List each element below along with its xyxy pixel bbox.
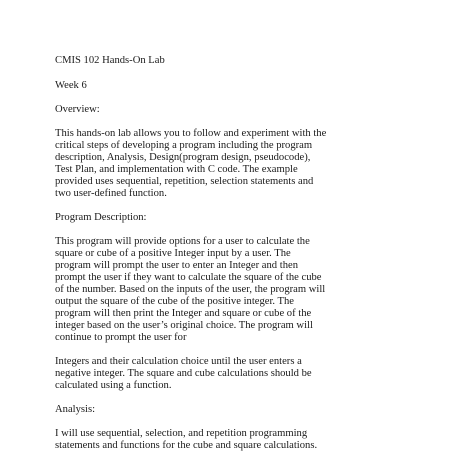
paragraph-line: description, Analysis, Design(program design, pseudocode),: [55, 152, 311, 163]
paragraph-line: Integers and their calculation choice until the user enters a: [55, 356, 302, 367]
analysis-heading: Analysis:: [55, 404, 96, 415]
paragraph-line: of the number. Based on the inputs of the user, the program will: [55, 284, 326, 295]
week-label: Week 6: [55, 80, 87, 91]
paragraph-line: This hands-on lab allows you to follow and experiment with the: [55, 128, 327, 139]
paragraph-line: calculated using a function.: [55, 380, 172, 391]
paragraph-line: I will use sequential, selection, and repetition programming: [55, 428, 308, 439]
paragraph-line: prompt the user if they want to calculate the square of the cube: [55, 272, 322, 283]
paragraph-line: integer based on the user’s original choice. The program will: [55, 320, 313, 331]
paragraph-line: critical steps of developing a program including the program: [55, 140, 313, 151]
paragraph-line: provided uses sequential, repetition, selection statements and: [55, 176, 314, 187]
paragraph-line: output the square of the cube of the positive integer. The: [55, 296, 294, 307]
paragraph-line: program will prompt the user to enter an Integer and then: [55, 260, 298, 271]
document-title: CMIS 102 Hands-On Lab: [55, 55, 165, 66]
paragraph-line: program will then print the Integer and square or cube of the: [55, 308, 312, 319]
paragraph-line: two user-defined function.: [55, 188, 167, 199]
paragraph-line: statements and functions for the cube and square calculations.: [55, 440, 318, 451]
overview-heading: Overview:: [55, 104, 100, 115]
paragraph-line: Test Plan, and implementation with C code. The example: [55, 164, 298, 175]
program-description-heading: Program Description:: [55, 212, 147, 223]
paragraph-line: negative integer. The square and cube calculations should be: [55, 368, 312, 379]
paragraph-line: continue to prompt the user for: [55, 332, 187, 343]
paragraph-line: square or cube of a positive Integer input by a user. The: [55, 248, 291, 259]
paragraph-line: This program will provide options for a user to calculate the: [55, 236, 310, 247]
